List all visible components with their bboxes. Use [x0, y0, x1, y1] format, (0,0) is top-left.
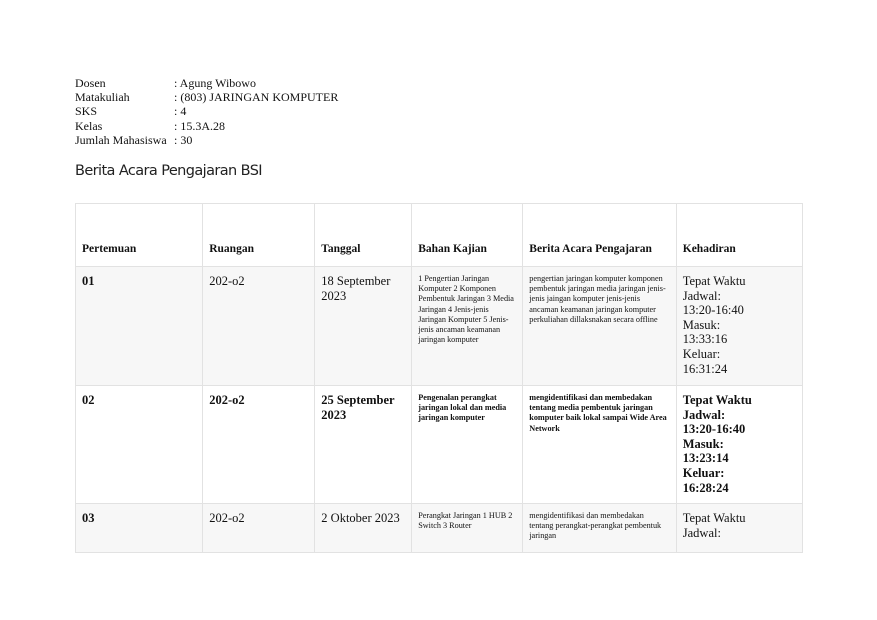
cell-kehadiran: [676, 386, 802, 504]
cell-pertemuan: 02: [76, 386, 203, 504]
course-info: [75, 76, 338, 147]
table-row: [76, 267, 803, 386]
kehadiran-status: Tepat Waktu: [682, 511, 746, 525]
attendance-table: [75, 203, 803, 553]
info-label: Jumlah Mahasiswa: [75, 132, 167, 147]
cell-ruangan: 202-o2: [203, 267, 315, 386]
cell-tanggal: 18 September 2023: [315, 267, 412, 386]
info-label: SKS: [75, 104, 98, 119]
info-value: : Agung Wibowo: [174, 76, 256, 90]
cell-pertemuan: 03: [76, 504, 203, 553]
kehadiran-status: Tepat Waktu: [682, 393, 752, 407]
info-label: Dosen: [75, 76, 106, 90]
cell-tanggal: 25 September 2023: [315, 386, 412, 504]
cell-tanggal: 2 Oktober 2023: [315, 504, 412, 553]
kehadiran-jadwal-value: 13:20-16:40: [682, 422, 746, 437]
header-tanggal: Tanggal: [315, 204, 412, 267]
info-value: : 15.3A.28: [174, 118, 225, 133]
kehadiran-keluar-value: 16:28:24: [682, 480, 729, 495]
header-pertemuan: Pertemuan: [76, 204, 203, 267]
kehadiran-jadwal-label: Jadwal:: [682, 288, 721, 303]
kehadiran-status: Tepat Waktu: [682, 274, 746, 288]
kehadiran-masuk-value: 13:23:14: [682, 451, 729, 466]
kehadiran-keluar-label: Keluar:: [682, 346, 721, 361]
header-berita-acara: Berita Acara Pengajaran: [523, 204, 676, 267]
cell-bahan-kajian: Pengenalan perangkat jaringan lokal dan media jaringan komputer: [412, 386, 523, 504]
kehadiran-keluar-label: Keluar:: [682, 465, 725, 480]
cell-ruangan: 202-o2: [203, 504, 315, 553]
info-row-matakuliah: [75, 90, 338, 104]
page-title: Berita Acara Pengajaran BSI: [75, 163, 262, 179]
table-row: [76, 504, 803, 553]
cell-berita-acara: pengertian jaringan komputer komponen pembentuk jaringan media jaringan jenis-jenis jaingan komputer jenis-jenis ancaman keamanan jaringan komputer perkuliahan dillaksnakan secara offline: [523, 267, 676, 386]
info-row-sks: [75, 104, 338, 118]
cell-berita-acara: mengidentifikasi dan membedakan tentang perangkat-perangkat pembentuk jaringan: [523, 504, 676, 553]
table-header-row: [76, 204, 803, 267]
info-row-kelas: [75, 119, 338, 133]
kehadiran-masuk-label: Masuk:: [682, 436, 724, 451]
cell-ruangan: 202-o2: [203, 386, 315, 504]
table-row: [76, 386, 803, 504]
info-label: Kelas: [75, 118, 103, 133]
kehadiran-keluar-value: 16:31:24: [682, 361, 728, 376]
kehadiran-jadwal-value: 13:20-16:40: [682, 303, 744, 318]
header-ruangan: Ruangan: [203, 204, 315, 267]
cell-kehadiran: [676, 504, 802, 553]
info-value: : 30: [174, 132, 193, 147]
info-row-dosen: [75, 76, 338, 90]
header-bahan-kajian: Bahan Kajian: [412, 204, 523, 267]
info-value: : (803) JARINGAN KOMPUTER: [174, 90, 339, 105]
kehadiran-masuk-label: Masuk:: [682, 317, 721, 332]
info-row-jumlah-mahasiswa: [75, 133, 338, 147]
header-kehadiran: Kehadiran: [676, 204, 802, 267]
cell-berita-acara: mengidentifikasi dan membedakan tentang media pembentuk jaringan komputer baik lokal sampai Wide Area Network: [523, 386, 676, 504]
cell-kehadiran: [676, 267, 802, 386]
cell-pertemuan: 01: [76, 267, 203, 386]
kehadiran-jadwal-label: Jadwal:: [682, 407, 726, 422]
cell-bahan-kajian: 1 Pengertian Jaringan Komputer 2 Komponen Pembentuk Jaringan 3 Media Jaringan 4 Jenis-jenis Jaringan Komputer 5 Jenis-jenis ancaman keamanan jaringan komputer: [412, 267, 523, 386]
kehadiran-jadwal-label: Jadwal:: [682, 525, 721, 540]
info-value: : 4: [174, 104, 187, 119]
cell-bahan-kajian: Perangkat Jaringan 1 HUB 2 Switch 3 Router: [412, 504, 523, 553]
info-label: Matakuliah: [75, 90, 130, 105]
kehadiran-masuk-value: 13:33:16: [682, 332, 728, 347]
